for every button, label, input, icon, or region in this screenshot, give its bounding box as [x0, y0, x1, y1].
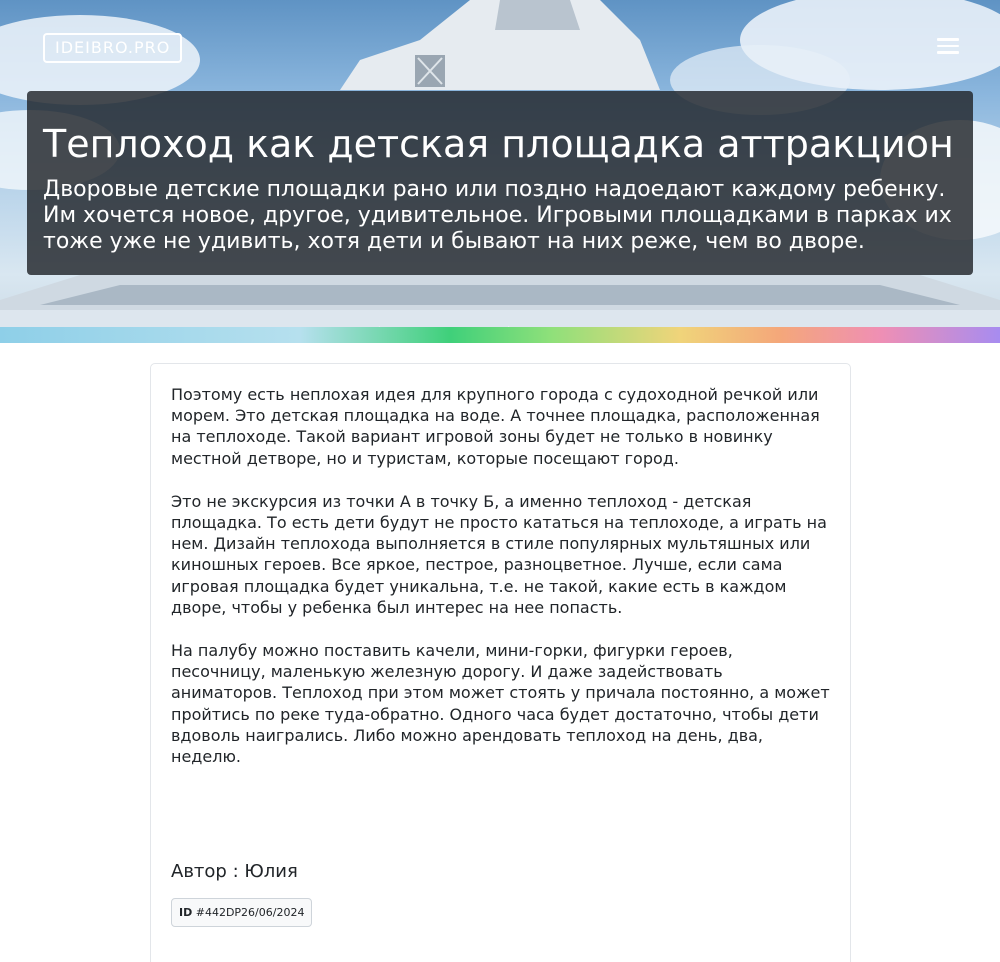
article-paragraph: Поэтому есть неплохая идея для крупного города с судоходной речкой или морем. Это детская площадка на воде. А точнее площадка, расположенная на теплоходе. Такой вариант игровой зоны будет не только в новинку местной детворе, но и туристам, которые посещают город. — [171, 385, 820, 468]
id-value: #442DP26/06/2024 — [195, 906, 305, 919]
page-title: Теплоход как детская площадка аттракцион — [43, 122, 954, 166]
menu-bar — [937, 45, 959, 48]
hero-text-panel — [27, 91, 973, 275]
article-paragraph: Это не экскурсия из точки А в точку Б, а именно теплоход - детская площадка. То есть дети будут не просто кататься на теплоходе, а играть на нем. Дизайн теплохода выполняется в стиле популярных мультяшных или киношных героев. Все яркое, пестрое, разноцветное. Лучше, если сама игровая площадка будет уникальна, т.е. не такой, какие есть в каждом дворе, чтобы у ребенка был интерес на нее попасть. — [171, 491, 827, 617]
article-paragraph: На палубу можно поставить качели, мини-горки, фигурки героев, песочницу, маленькую железную дорогу. И даже задействовать аниматоров. Теплоход при этом может стоять у причала постоянно, а может пройтись по реке туда-обратно. Одного часа будет достаточно, чтобы дети вдоволь наигрались. Либо можно арендовать теплоход на день, два, неделю. — [171, 641, 830, 767]
article-id-badge — [171, 898, 312, 927]
hamburger-menu-icon[interactable] — [937, 38, 959, 54]
menu-bar — [937, 38, 959, 41]
menu-bar — [937, 51, 959, 54]
article-author: Автор : Юлия — [171, 861, 298, 882]
hero-banner — [0, 0, 1000, 343]
page-lead: Дворовые детские площадки рано или поздно надоедают каждому ребенку. Им хочется новое, другое, удивительное. Игровыми площадками в парках их тоже уже не удивить, хотя дети и бывают на них реже, чем во дворе. — [43, 177, 952, 254]
rainbow-stripe — [0, 327, 1000, 343]
article-card — [150, 363, 851, 962]
id-label: ID — [179, 906, 193, 919]
site-logo[interactable]: IDEIBRO.PRO — [43, 33, 182, 63]
